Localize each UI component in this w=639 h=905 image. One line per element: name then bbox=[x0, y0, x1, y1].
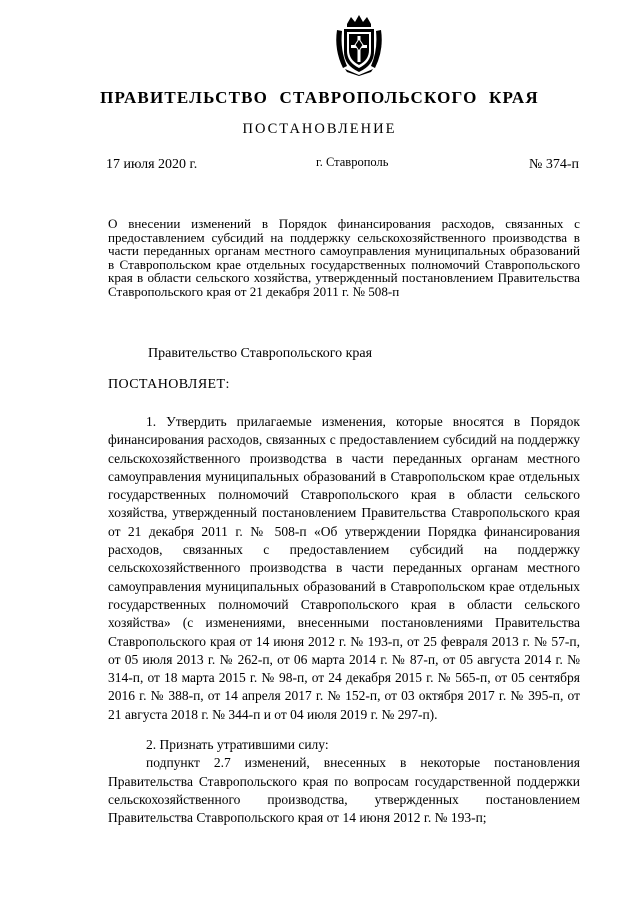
government-title: ПРАВИТЕЛЬСТВО СТАВРОПОЛЬСКОГО КРАЯ bbox=[100, 88, 539, 107]
paragraph-2 bbox=[108, 736, 580, 827]
document-number: № 374-п bbox=[528, 157, 579, 172]
resolves-heading: ПОСТАНОВЛЯЕТ: bbox=[108, 377, 230, 392]
paragraph-2a-text: подпункт 2.7 изменений, внесенных в некоторые постановления Правительства Ставропольского края по вопросам государственной поддержки сельскохозяйственного производства, утвержденных постановлением Правительства Ставропольского края от 14 июня 2012 г. № 193-п; bbox=[108, 755, 580, 826]
document-subject bbox=[108, 217, 580, 299]
document-type: ПОСТАНОВЛЕНИЕ bbox=[242, 121, 397, 137]
addressee: Правительство Ставропольского края bbox=[148, 346, 373, 361]
document-city: г. Ставрополь bbox=[316, 155, 389, 169]
document-date: 17 июля 2020 г. bbox=[106, 157, 198, 172]
paragraph-2-text: 2. Признать утратившими силу: bbox=[146, 737, 329, 752]
paragraph-1 bbox=[108, 413, 580, 724]
paragraph-1-text: 1. Утвердить прилагаемые изменения, которые вносятся в Порядок финансирования расходов, связанных с предоставлением субсидий на поддержку сельскохозяйственного производства в части переданных органам местного самоуправления муниципальных образований в Ставропольском крае отдельных государственных полномочий Ставропольского края в области сельского хозяйства, утвержденный постановлением Правительства Ставропольского края от 21 декабря 2011 г. № 508-п «Об утверждении Порядка финансирования расходов, связанных с предоставлением субсидий на поддержку сельскохозяйственного производства в части переданных органам местного самоуправления муниципальных образований в Ставропольском крае отдельных государственных полномочий Ставропольского края в области сельского хозяйства» (с изменениями, внесенными постановлениями Правительства Ставропольского края от 14 июня 2012 г. № 193-п, от 25 февраля 2013 г. № 57-п, от 05 июля 2013 г. № 262-п, от 06 марта 2014 г. № 87-п, от 05 августа 2014 г. № 314-п, от 18 марта 2015 г. № 98-п, от 24 декабря 2015 г. № 565-п, от 05 сентября 2016 г. № 388-п, от 14 апреля 2017 г. № 152-п, от 03 октября 2017 г. № 395-п, от 21 августа 2018 г. № 344-п и от 04 июля 2019 г. № 297-п). bbox=[108, 414, 580, 722]
coat-of-arms-icon bbox=[333, 14, 385, 76]
subject-text: О внесении изменений в Порядок финансирования расходов, связанных с предоставлением субсидий на поддержку сельскохозяйственного производства в части переданных органам местного самоуправления муниципальных образований в Ставропольском крае отдельных государственных полномочий Ставропольского края в области сельского хозяйства, утвержденный постановлением Правительства Ставропольского края от 21 декабря 2011 г. № 508-п bbox=[108, 216, 580, 299]
